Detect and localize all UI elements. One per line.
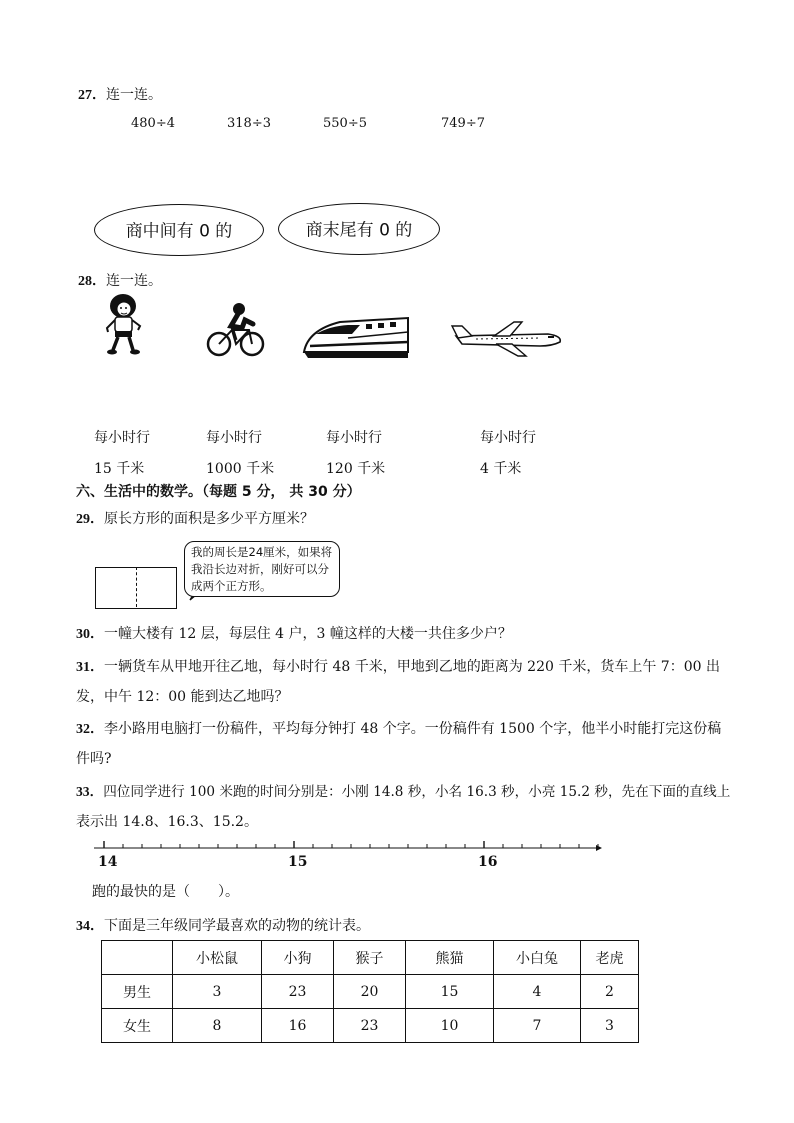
expression[interactable]: 318÷3 (227, 116, 271, 131)
oval-quotient-middle-zero[interactable] (94, 204, 264, 256)
table-cell: 3 (173, 975, 262, 1009)
speed-label: 每小时行 (326, 430, 382, 446)
table-cell: 23 (334, 1009, 406, 1043)
question-number: 27． (78, 88, 106, 103)
fold-line (136, 567, 137, 607)
speed-value[interactable]: 4 千米 (480, 461, 522, 477)
table-cell: 16 (262, 1009, 334, 1043)
table-cell: 20 (334, 975, 406, 1009)
table-row-label: 女生 (102, 1009, 173, 1043)
q33-line2: 表示出 14.8、16.3、15.2。 (76, 814, 258, 830)
speed-label: 每小时行 (480, 430, 536, 446)
train-image[interactable] (300, 312, 412, 360)
table-header-row (102, 941, 639, 975)
statistics-table (101, 940, 639, 1043)
question-number: 33． (76, 784, 104, 799)
speed-value[interactable]: 15 千米 (94, 461, 145, 477)
speed-value[interactable]: 1000 千米 (206, 461, 275, 477)
question-text: 原长方形的面积是多少平方厘米？ (104, 511, 314, 527)
section-heading: 六、生活中的数学。（每题 5 分， 共 30 分） (76, 484, 361, 500)
table-row (102, 975, 639, 1009)
q28-heading (78, 270, 162, 290)
q34-heading (76, 915, 370, 935)
table-header-cell: 小松鼠 (173, 941, 262, 975)
number-line[interactable] (90, 840, 605, 856)
question-title: 连一连。 (106, 87, 162, 103)
table-header-cell: 老虎 (581, 941, 639, 975)
table-header-cell: 小白兔 (494, 941, 581, 975)
table-cell: 15 (406, 975, 494, 1009)
q31-line2: 发，中午 12：00 能到达乙地吗？ (76, 689, 289, 705)
expression[interactable]: 480÷4 (131, 116, 175, 131)
question-text: 一幢大楼有 12 层，每层住 4 户，3 幢这样的大楼一共住多少户？ (104, 626, 512, 642)
table-header-cell: 猴子 (334, 941, 406, 975)
table-header-cell: 小狗 (262, 941, 334, 975)
expression[interactable]: 749÷7 (441, 116, 485, 131)
table-row-label: 男生 (102, 975, 173, 1009)
q29-heading (76, 508, 314, 528)
table-header-cell: 熊猫 (406, 941, 494, 975)
tick-label: 15 (288, 854, 308, 870)
speech-bubble: 我的周长是24厘米，如果将我沿长边对折，刚好可以分成两个正方形。 (184, 541, 340, 597)
q32-line2: 件吗? (76, 751, 112, 767)
answer-line[interactable]: 跑的最快的是（ ）。 (92, 884, 239, 900)
question-number: 28． (78, 274, 106, 289)
q31-line1 (76, 656, 720, 676)
expression[interactable]: 550÷5 (323, 116, 367, 131)
walking-girl-image[interactable] (100, 292, 146, 356)
speed-value[interactable]: 120 千米 (326, 461, 386, 477)
tick-label: 14 (98, 854, 118, 870)
oval-label: 商末尾有 0 的 (305, 220, 413, 241)
question-number: 31． (76, 660, 104, 675)
cyclist-image[interactable] (205, 300, 265, 360)
question-text: 四位同学进行 100 米跑的时间分别是：小刚 14.8 秒，小名 16.3 秒，小亮 15.2 秒，先在下面的直线上 (103, 784, 731, 800)
q33-line1 (76, 780, 730, 800)
table-cell: 2 (581, 975, 639, 1009)
question-title: 连一连。 (106, 273, 162, 289)
tick-label: 16 (478, 854, 498, 870)
speed-label: 每小时行 (206, 430, 262, 446)
question-text: 李小路用电脑打一份稿件，平均每分钟打 48 个字。一份稿件有 1500 个字，他半小时能打完这份稿 (104, 721, 722, 737)
table-cell: 10 (406, 1009, 494, 1043)
table-cell: 23 (262, 975, 334, 1009)
table-cell: 3 (581, 1009, 639, 1043)
airplane-image[interactable] (448, 318, 564, 360)
speed-label: 每小时行 (94, 430, 150, 446)
q32-line1 (76, 718, 721, 738)
question-text: 下面是三年级同学最喜欢的动物的统计表。 (104, 918, 370, 934)
q27-heading (78, 84, 162, 104)
table-cell: 7 (494, 1009, 581, 1043)
q30-heading (76, 623, 512, 643)
question-number: 34． (76, 919, 104, 934)
question-text: 一辆货车从甲地开往乙地，每小时行 48 千米，甲地到乙地的距离为 220 千米，货车上午 7：00 出 (104, 659, 720, 675)
table-header-cell (102, 941, 173, 975)
question-number: 30． (76, 627, 104, 642)
oval-label: 商中间有 0 的 (125, 221, 233, 242)
table-cell: 4 (494, 975, 581, 1009)
table-cell: 8 (173, 1009, 262, 1043)
question-number: 32． (76, 722, 104, 737)
oval-quotient-end-zero[interactable] (278, 203, 440, 255)
arrow-icon (596, 845, 602, 851)
table-row (102, 1009, 639, 1043)
question-number: 29． (76, 512, 104, 527)
